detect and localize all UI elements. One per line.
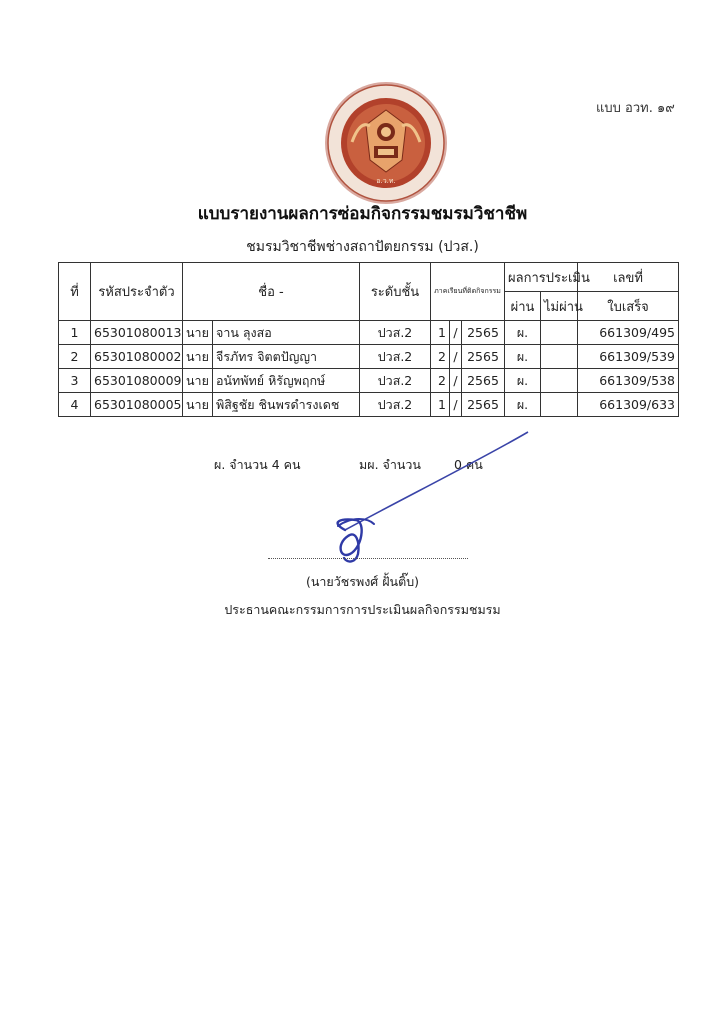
cell-no: 2 — [59, 345, 91, 369]
report-table — [58, 262, 679, 417]
signature-line — [268, 558, 468, 559]
cell-fail — [541, 321, 578, 345]
header-result: ผลการประเมิน — [505, 263, 578, 292]
cell-name: จีรภัทร จิตตปัญญา — [213, 345, 360, 369]
cell-year: 2565 — [462, 393, 505, 417]
cell-slash: / — [450, 321, 462, 345]
cell-no: 4 — [59, 393, 91, 417]
cell-year: 2565 — [462, 321, 505, 345]
cell-title: นาย — [183, 345, 213, 369]
cell-title: นาย — [183, 393, 213, 417]
header-semester: ภาคเรียนที่ติดกิจกรรม — [431, 263, 505, 321]
page-title: แบบรายงานผลการซ่อมกิจกรรมชมรมวิชาชีพ — [197, 204, 528, 224]
cell-name: จาน ลุงสอ — [213, 321, 360, 345]
page-subtitle: ชมรมวิชาชีพช่างสถาปัตยกรรม (ปวส.) — [246, 239, 479, 255]
cell-title: นาย — [183, 369, 213, 393]
cell-year: 2565 — [462, 345, 505, 369]
table-row — [59, 369, 679, 393]
cell-student-id: 65301080002 — [91, 345, 183, 369]
cell-fail — [541, 393, 578, 417]
cell-pass: ผ. — [505, 345, 541, 369]
header-level: ระดับชั้น — [360, 263, 431, 321]
signer-position: ประธานคณะกรรมการการประเมินผลกิจกรรมชมรม — [224, 602, 501, 617]
cell-level: ปวส.2 — [360, 369, 431, 393]
summary-pass-count: ผ. จำนวน 4 คน — [214, 457, 301, 472]
cell-name: พิสิฐชัย ชินพรดำรงเดช — [213, 393, 360, 417]
handwritten-signature — [270, 430, 540, 570]
header-no: ที่ — [59, 263, 91, 321]
summary-fail-count: 0 คน — [454, 457, 483, 472]
header-pass: ผ่าน — [505, 292, 541, 321]
signer-name: (นายวัชรพงศ์ ฝั้นติ๊บ) — [305, 574, 420, 589]
cell-level: ปวส.2 — [360, 393, 431, 417]
cell-slash: / — [450, 393, 462, 417]
cell-pass: ผ. — [505, 369, 541, 393]
table-header-row — [59, 263, 679, 292]
cell-slash: / — [450, 369, 462, 393]
table-row — [59, 321, 679, 345]
form-code: แบบ อวท. ๑๙ — [596, 101, 675, 116]
cell-pass: ผ. — [505, 393, 541, 417]
table-row — [59, 393, 679, 417]
cell-fail — [541, 345, 578, 369]
cell-student-id: 65301080013 — [91, 321, 183, 345]
cell-student-id: 65301080009 — [91, 369, 183, 393]
header-name: ชื่อ - — [183, 263, 360, 321]
header-student-id: รหัสประจำตัว — [91, 263, 183, 321]
cell-level: ปวส.2 — [360, 321, 431, 345]
cell-cert: 661309/633 — [578, 393, 679, 417]
cell-term: 2 — [431, 345, 450, 369]
table-row — [59, 345, 679, 369]
cell-year: 2565 — [462, 369, 505, 393]
cell-no: 3 — [59, 369, 91, 393]
association-logo — [322, 80, 450, 206]
cell-pass: ผ. — [505, 321, 541, 345]
cell-student-id: 65301080005 — [91, 393, 183, 417]
logo-short-name: อ.ว.ท. — [376, 177, 396, 185]
header-cert-bottom: ใบเสร็จ — [578, 292, 679, 321]
cell-name: อนัทพัทย์ หิรัญพฤกษ์ — [213, 369, 360, 393]
cell-cert: 661309/539 — [578, 345, 679, 369]
header-fail: ไม่ผ่าน — [541, 292, 578, 321]
cell-fail — [541, 369, 578, 393]
header-cert-top: เลขที่ — [578, 263, 679, 292]
summary-fail-label: มผ. จำนวน — [359, 457, 421, 472]
cell-term: 2 — [431, 369, 450, 393]
cell-term: 1 — [431, 321, 450, 345]
cell-level: ปวส.2 — [360, 345, 431, 369]
cell-slash: / — [450, 345, 462, 369]
cell-no: 1 — [59, 321, 91, 345]
cell-cert: 661309/495 — [578, 321, 679, 345]
cell-term: 1 — [431, 393, 450, 417]
cell-title: นาย — [183, 321, 213, 345]
cell-cert: 661309/538 — [578, 369, 679, 393]
